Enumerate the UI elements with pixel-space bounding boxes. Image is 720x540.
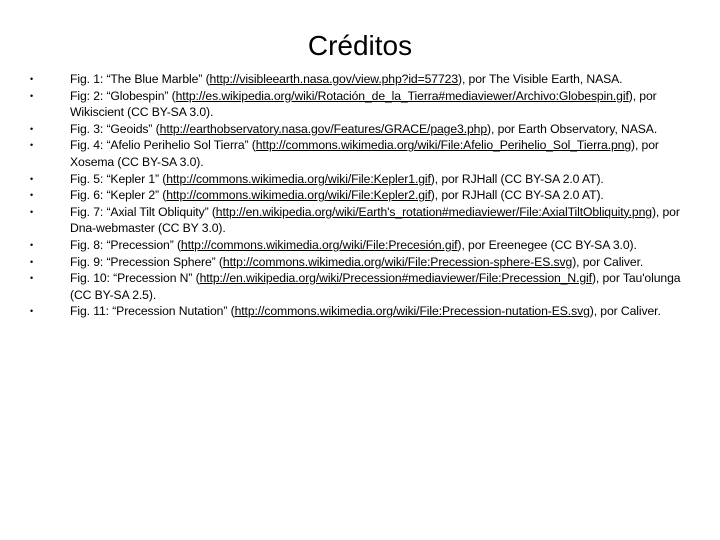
bullet-icon: •	[30, 239, 34, 250]
credit-link[interactable]: http://en.wikipedia.org/wiki/Precession#mediaviewer/File:Precession_N.gif	[199, 271, 592, 286]
credit-attribution: ), por Caliver.	[572, 254, 644, 269]
credit-text: Fig. 1: “The Blue Marble” (	[70, 72, 210, 86]
credit-link[interactable]: http://commons.wikimedia.org/wiki/File:Kepler2.gif	[166, 188, 431, 203]
credit-text: Fig. 10: “Precession N” (	[70, 271, 200, 286]
page-title: Créditos	[307, 30, 413, 61]
credit-item	[30, 254, 702, 271]
credit-link[interactable]: http://visibleearth.nasa.gov/view.php?id=57723	[209, 72, 459, 86]
credit-text: Fig. 7: “Axial Tilt Obliquity” (	[70, 204, 216, 219]
credit-link[interactable]: http://commons.wikimedia.org/wiki/File:Precesión.gif	[180, 237, 458, 252]
credit-link[interactable]: http://es.wikipedia.org/wiki/Rotación_de_la_Tierra#mediaviewer/Archivo:Globespin.gif	[175, 88, 629, 103]
credit-attribution: ), por The Visible Earth, NASA.	[458, 72, 623, 86]
bullet-icon: •	[30, 273, 34, 284]
credit-link[interactable]: http://commons.wikimedia.org/wiki/File:Kepler1.gif	[166, 171, 431, 186]
credit-attribution: ), por RJHall (CC BY-SA 2.0 AT).	[430, 188, 604, 203]
credit-item	[30, 88, 702, 121]
credit-attribution: ), por Dna-webmaster (CC BY 3.0).	[70, 204, 680, 236]
bullet-icon: •	[30, 173, 34, 184]
credit-item	[30, 204, 702, 237]
credits-list	[30, 71, 702, 320]
bullet-icon: •	[30, 123, 34, 134]
credit-text: Fig. 9: “Precession Sphere” (	[70, 254, 223, 269]
credit-text: Fig. 8: “Precession” (	[70, 237, 181, 252]
credit-link[interactable]: http://commons.wikimedia.org/wiki/File:Precession-sphere-ES.svg	[222, 254, 573, 269]
credit-attribution: ), por Caliver.	[589, 304, 661, 319]
credit-link[interactable]: http://commons.wikimedia.org/wiki/File:Afelio_Perihelio_Sol_Tierra.png	[255, 138, 632, 153]
credit-attribution: ), por Ereenegee (CC BY-SA 3.0).	[457, 237, 637, 252]
credit-item	[30, 237, 702, 254]
credit-link[interactable]: http://commons.wikimedia.org/wiki/File:Precession-nutation-ES.svg	[234, 304, 590, 319]
bullet-icon: •	[30, 306, 34, 317]
credit-item	[30, 303, 702, 320]
bullet-icon: •	[30, 140, 34, 151]
credit-text: Fig. 5: “Kepler 1” (	[70, 171, 167, 186]
bullet-icon: •	[30, 74, 34, 84]
credit-text: Fig: 2: “Globespin” (	[70, 88, 176, 103]
bullet-icon: •	[30, 206, 34, 217]
credit-text: Fig. 3: “Geoids” (	[70, 121, 160, 136]
credit-text: Fig. 6: “Kepler 2” (	[70, 188, 167, 203]
credit-attribution: ), por Tau'olunga (CC BY-SA 2.5).	[70, 271, 681, 302]
credit-item	[30, 270, 702, 303]
credit-item	[30, 187, 702, 204]
credit-item	[30, 171, 702, 188]
credit-attribution: ), por Earth Observatory, NASA.	[487, 121, 658, 136]
credit-attribution: ), por RJHall (CC BY-SA 2.0 AT).	[430, 171, 604, 186]
credit-item	[30, 71, 702, 88]
bullet-icon: •	[30, 90, 34, 101]
bullet-icon: •	[30, 256, 34, 267]
credit-attribution: ), por Xosema (CC BY-SA 3.0).	[70, 138, 659, 169]
credit-item	[30, 121, 702, 138]
credit-link[interactable]: http://earthobservatory.nasa.gov/Features/GRACE/page3.php	[159, 121, 488, 136]
credit-attribution: ), por Wikiscient (CC BY-SA 3.0).	[70, 88, 657, 120]
bullet-icon: •	[30, 190, 34, 201]
credit-text: Fig. 4: “Afelio Perihelio Sol Tierra” (	[70, 138, 256, 153]
credit-text: Fig. 11: “Precession Nutation” (	[70, 304, 235, 319]
credit-item	[30, 137, 702, 170]
credit-link[interactable]: http://en.wikipedia.org/wiki/Earth's_rotation#mediaviewer/File:AxialTiltObliquity.png	[215, 204, 652, 219]
